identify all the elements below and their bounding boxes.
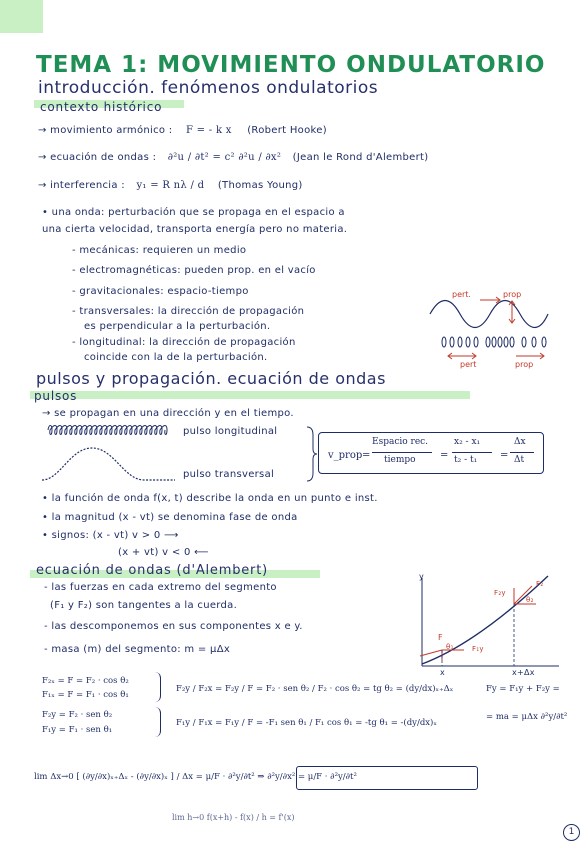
vprop-frac2-den: t₂ - t₁ [454,455,478,465]
section1-subheading: contexto histórico [40,100,163,114]
page-number: 1 [563,824,580,841]
eq-f1x: F₁ₓ = F = F₁ · cos θ₁ [42,690,129,700]
bullet-1: • la función de onda f(x, t) describe la onda en un punto e inst. [42,493,378,504]
eq-f2x: F₂ₓ = F = F₂ · cos θ₂ [42,676,129,686]
diagram-label-f1y: F₁y [472,645,484,653]
definition-line-2: una cierta velocidad, transporta energía pero no materia. [42,224,348,235]
vprop-frac3-den: Δt [514,455,525,465]
wave-type-5b: coincide con la de la perturbación. [84,352,268,363]
section3-subheading: ecuación de ondas (d'Alembert) [36,563,268,578]
section2-heading: pulsos y propagación. ecuación de ondas [36,369,386,388]
history-item-3: → interferencia : y₁ = R nλ / d (Thomas Young) [38,180,303,191]
corner-tab [0,0,43,33]
longitudinal-pulse-spring [46,424,176,436]
diagram-label-x: x [440,668,446,677]
longitudinal-wave-figure [440,330,560,360]
equals-sign: = [500,450,509,461]
equals-sign: = [362,450,371,461]
diagram-label-y: y [419,572,425,581]
definition-line-1: • una onda: perturbación que se propaga en el espacio a [42,207,345,218]
eq-fy-ma: = ma = μΔx ∂²y/∂t² [486,712,568,722]
pulse-longitudinal-label: pulso longitudinal [183,426,278,437]
wave-type-2: - electromagnéticas: pueden prop. en el vacío [72,265,316,276]
eq-limit: lim Δx→0 [ (∂y/∂x)ₓ₊Δₓ - (∂y/∂x)ₓ ] / Δx = μ/F · ∂²y/∂t² ⇒ ∂²y/∂x² = μ/F · ∂²y/∂t² [34,772,357,782]
transversal-pulse-spring [40,440,180,490]
diagram-label-f: F [438,633,443,642]
wave-type-3: - gravitacionales: espacio-tiempo [72,286,249,297]
wave-type-4b: es perpendicular a la perturbación. [84,321,271,332]
longitudinal-pert-label: pert [460,360,477,369]
vprop-frac3-num: Δx [514,437,526,447]
bracket [154,672,161,702]
longitudinal-prop-label: prop [515,360,534,369]
diagram-label-th1: θ₁ [446,643,454,651]
pulses-line-1: → se propagan en una dirección y en el tiempo. [42,408,294,419]
vprop-frac2-num: x₂ - x₁ [454,437,481,447]
history-item-2: → ecuación de ondas : ∂²u / ∂t² = c² ∂²u / ∂x² (Jean le Rond d'Alembert) [38,152,429,163]
eq-tg-theta2: F₂y / F₂x = F₂y / F = F₂ · sen θ₂ / F₂ · cos θ₂ = tg θ₂ = (dy/dx)ₓ₊Δₓ [176,684,454,694]
derivation-line-4: - masa (m) del segmento: m = μΔx [44,644,231,655]
eq-f2y: F₂y = F₂ · sen θ₂ [42,710,113,720]
eq-f1y: F₁y = F₁ · sen θ₁ [42,725,113,735]
diagram-label-th2: θ₂ [526,596,534,604]
transversal-pert-label: pert. [452,290,471,299]
vprop-box [318,432,544,474]
transversal-prop-label: prop [503,290,522,299]
section2-subheading: pulsos [34,389,78,403]
page-title: TEMA 1: MOVIMIENTO ONDULATORIO [36,52,546,78]
diagram-label-xdx: x+Δx [512,668,535,677]
bullet-4: (x + vt) v < 0 ⟵ [118,547,209,558]
eq-tg-theta1: F₁y / F₁x = F₁y / F = -F₁ sen θ₁ / F₁ cos θ₁ = -tg θ₁ = -(dy/dx)ₓ [176,718,437,728]
derivation-line-3: - las descomponemos en sus componentes x e y. [44,621,303,632]
wave-type-1: - mecánicas: requieren un medio [72,245,247,256]
eq-fy-sum: Fy = F₁y + F₂y = [486,684,560,694]
bullet-2: • la magnitud (x - vt) se denomina fase de onda [42,512,298,523]
result-box [296,766,478,790]
pulse-bracket [305,425,317,483]
highlight-bar [290,391,470,399]
diagram-label-f2: F₂ [536,580,544,588]
wave-type-4: - transversales: la dirección de propagación [72,306,305,317]
vprop-label: v_prop [328,450,363,461]
equals-sign: = [440,450,449,461]
history-item-1: → movimiento armónico : F = - k x (Robert Hooke) [38,125,327,136]
limit-note: lim h→0 f(x+h) - f(x) / h = f'(x) [172,813,295,822]
diagram-label-f2y: F₂y [494,589,506,597]
section1-heading: introducción. fenómenos ondulatorios [38,78,379,98]
vprop-frac1-num: Espacio rec. [372,437,429,447]
derivation-line-1: - las fuerzas en cada extremo del segmento [44,582,277,593]
pulse-transversal-label: pulso transversal [183,469,275,480]
vprop-frac1-den: tiempo [384,455,416,465]
wave-type-5: - longitudinal: la dirección de propagación [72,337,296,348]
derivation-line-2: (F₁ y F₂) son tangentes a la cuerda. [50,600,238,611]
bracket [154,707,161,737]
bullet-3: • signos: (x - vt) v > 0 ⟶ [42,530,179,541]
